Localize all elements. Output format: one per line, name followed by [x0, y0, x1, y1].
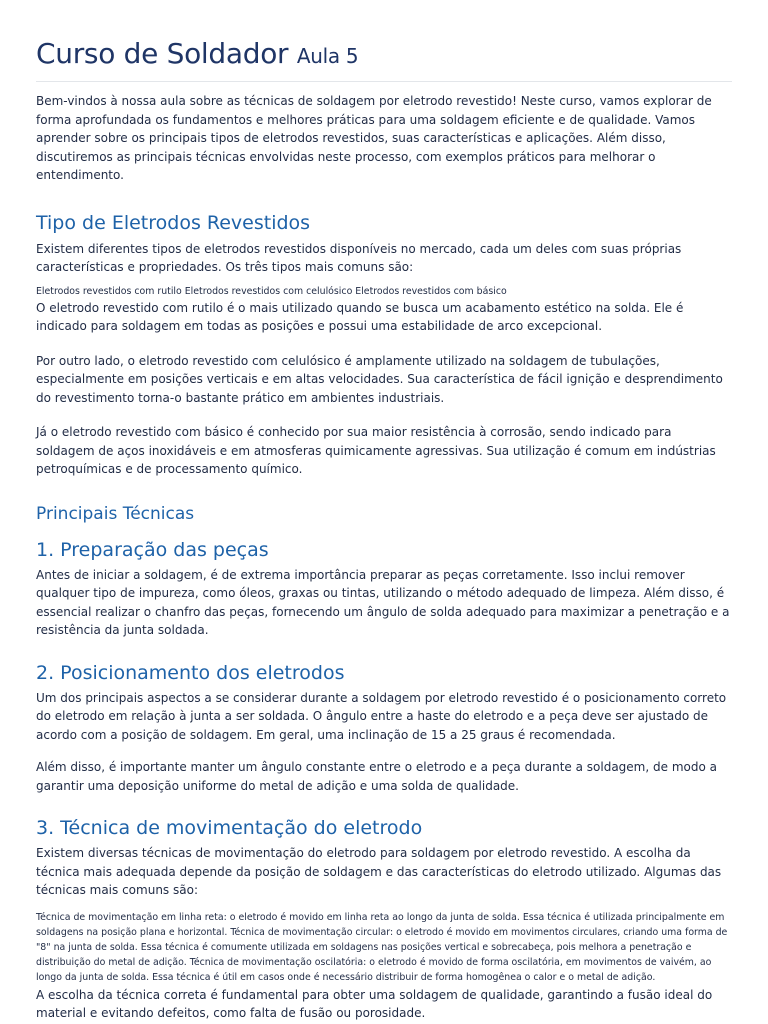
section-heading-techniques: Principais Técnicas: [36, 503, 195, 524]
technique-3-paragraph-2: A escolha da técnica correta é fundamental para obter uma soldagem de qualidade, garantindo a fusão ideal do material e evitando defeitos, como falta de fusão ou porosidade.: [36, 987, 713, 1020]
technique-3-methods-text: Técnica de movimentação em linha reta: o eletrodo é movido em linha reta ao longo da junta de solda. Essa técnica é utilizada principalmente em soldagens na posição plana e horizontal. Técnica de movimentação circular: o eletrodo é movido em movimentos circulares, criando uma forma de "8" na junta de solda. Essa técnica é comumente utilizada em soldagens nas posições vertical e sobrecabeça, pois melhora a penetração e distribuição do metal de adição. Técnica de movimentação oscilatória: o eletrodo é movido de forma oscilatória, em movimentos de vaivém, ao longo da junta de solda. Essa técnica é útil em casos onde é necessário distribuir de forma homogênea o calor e o metal de adição.: [36, 911, 728, 983]
technique-3-heading: 3. Técnica de movimentação do eletrodo: [36, 817, 423, 839]
technique-1-paragraph: Antes de iniciar a soldagem, é de extrema importância preparar as peças corretamente. Isso inclui remover qualquer tipo de impureza, como óleos, graxas ou tintas, utilizando o método adequado de limpeza. Além disso, é essencial realizar o chanfro das peças, fornecendo um ângulo de solda adequado para maximizar a penetração e a resistência da junta soldada.: [36, 567, 730, 637]
technique-1-heading: 1. Preparação das peças: [36, 538, 269, 561]
technique-2-paragraph-1: Um dos principais aspectos a se considerar durante a soldagem por eletrodo revestido é o posicionamento correto do eletrodo em relação à junta a ser soldada. O ângulo entre a haste do eletrodo e a peça deve ser ajustado de acordo com a posição de soldagem. Em geral, uma inclinação de 15 a 25 graus é recomendada.: [36, 690, 727, 742]
types-lead-paragraph: Existem diferentes tipos de eletrodos revestidos disponíveis no mercado, cada um deles com suas próprias características e propriedades. Os três tipos mais comuns são:: [36, 241, 682, 274]
title-lesson: Aula 5: [296, 44, 359, 68]
basic-paragraph: Já o eletrodo revestido com básico é conhecido por sua maior resistência à corrosão, sendo indicado para soldagem de aços inoxidáveis e em atmosferas quimicamente agressivas. Sua utilização é comum em indústrias petroquímicas e de processamento químico.: [36, 425, 716, 476]
page-title: [36, 0, 732, 73]
cellulosic-paragraph: Por outro lado, o eletrodo revestido com celulósico é amplamente utilizado na soldagem de tubulações, especialmente em posições verticais e em altas velocidades. Sua característica de fácil ignição e desprendimento do revestimento torna-o bastante prático em ambientes industriais.: [36, 353, 723, 405]
technique-2-heading: 2. Posicionamento dos eletrodos: [36, 661, 345, 684]
intro-paragraph: Bem-vindos à nossa aula sobre as técnicas de soldagem por eletrodo revestido! Neste curso, vamos explorar de forma aprofundada os fundamentos e melhores práticas para uma soldagem eficiente e de qualidade. Vamos aprender sobre os principais tipos de eletrodos revestidos, suas características e aplicações. Além disso, discutiremos as principais técnicas envolvidas neste processo, com exemplos práticos para melhorar o entendimento.: [36, 94, 712, 182]
title-main: Curso de Soldador: [36, 37, 289, 70]
technique-3-paragraph-1: Existem diversas técnicas de movimentação do eletrodo para soldagem por eletrodo revestido. A escolha da técnica mais adequada depende da posição de soldagem e das características do eletrodo utilizado. Algumas das técnicas mais comuns são:: [36, 846, 722, 897]
rutile-paragraph: O eletrodo revestido com rutilo é o mais utilizado quando se busca um acabamento estético na solda. Ele é indicado para soldagem em todas as posições e possui uma estabilidade de arco excepcional.: [36, 300, 684, 333]
electrode-types-list: Eletrodos revestidos com rutilo Eletrodos revestidos com celulósico Eletrodos revestidos com básico: [36, 285, 507, 297]
section-heading-types: Tipo de Eletrodos Revestidos: [36, 211, 311, 234]
technique-2-paragraph-2: Além disso, é importante manter um ângulo constante entre o eletrodo e a peça durante a soldagem, de modo a garantir uma deposição uniforme do metal de adição e uma solda de qualidade.: [36, 760, 717, 793]
title-divider: [36, 81, 732, 82]
